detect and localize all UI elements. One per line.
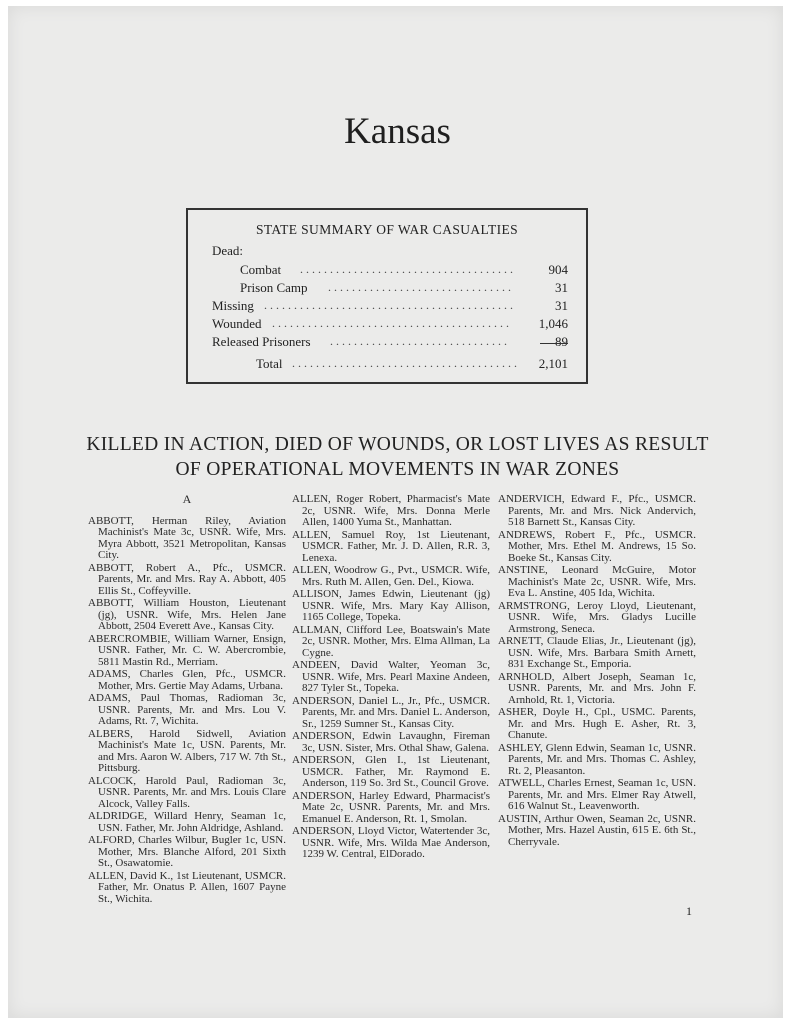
dead-label: Dead: (212, 243, 244, 258)
dot-leader: . . . . . . . . . . . . . . . . . . . . . . . . . . . . . . . . . . . . . . (292, 356, 517, 370)
list-item: ALLISON, James Edwin, Lieutenant (jg) USNR. Wife, Mrs. Mary Kay Allison, 1165 College, Topeka. (292, 588, 490, 623)
column-3 (498, 494, 696, 849)
list-item: ALCOCK, Harold Paul, Radioman 3c, USNR. Parents, Mr. and Mrs. Louis Clare Alcock, Valley Falls. (88, 774, 286, 810)
list-item: ANSTINE, Leonard McGuire, Motor Machinist's Mate 2c, USNR. Wife, Mrs. Eva L. Anstine, 405 Ida, Wichita. (498, 564, 696, 599)
list-item: ABERCROMBIE, William Warner, Ensign, USNR. Father, Mr. C. W. Abercrombie, 5811 Mastin Rd., Merriam. (88, 632, 286, 668)
summary-label: Missing (212, 298, 254, 313)
dot-leader: . . . . . . . . . . . . . . . . . . . . . . . . . . . . . . . (328, 280, 511, 294)
summary-row-released-prisoners (188, 334, 586, 350)
heading-line-1: KILLED IN ACTION, DIED OF WOUNDS, OR LOST LIVES AS RESULT (86, 434, 709, 455)
casualty-summary-box (186, 208, 588, 384)
summary-label: Wounded (212, 316, 262, 331)
list-item: ANDERVICH, Edward F., Pfc., USMCR. Parents, Mr. and Mrs. Nick Andervich, 518 Barnett St., Kansas City. (498, 493, 696, 528)
page-number: 1 (686, 904, 692, 918)
list-item: ARNETT, Claude Elias, Jr., Lieutenant (jg), USN. Wife, Mrs. Barbara Smith Arnett, 831 Exchange St., Emporia. (498, 635, 696, 670)
list-item: ABBOTT, William Houston, Lieutenant (jg), USNR. Wife, Mrs. Helen Jane Abbott, 2504 Everett Ave., Kansas City. (88, 597, 286, 632)
list-item: ABBOTT, Herman Riley, Aviation Machinist's Mate 3c, USNR. Wife, Mrs. Myra Abbott, 3521 Metropolitan, Kansas City. (88, 514, 286, 561)
list-item: ARNHOLD, Albert Joseph, Seaman 1c, USNR. Parents, Mr. and Mrs. John F. Arnhold, Rt. 1, Victoria. (498, 670, 696, 706)
dot-leader: . . . . . . . . . . . . . . . . . . . . . . . . . . . . . . . . . . . . . . . . (272, 316, 509, 330)
list-item: AUSTIN, Arthur Owen, Seaman 2c, USNR. Mother, Mrs. Hazel Austin, 615 E. 6th St., Cherryvale. (498, 812, 696, 848)
summary-label: Total (256, 356, 283, 371)
summary-value: 89 (555, 334, 568, 349)
list-item: ALFORD, Charles Wilbur, Bugler 1c, USN. Mother, Mrs. Blanche Alford, 201 Sixth St., Osawatomie. (88, 834, 286, 869)
section-heading (0, 432, 795, 482)
summary-row-total (188, 356, 586, 372)
summary-label: Prison Camp (240, 280, 308, 295)
list-item: ALBERS, Harold Sidwell, Aviation Machinist's Mate 1c, USN. Parents, Mr. and Mrs. Aaron W. Albers, 717 W. 7th St., Pittsburg. (88, 727, 286, 774)
list-item: ADAMS, Charles Glen, Pfc., USMCR. Mother, Mrs. Gertie May Adams, Urbana. (88, 668, 286, 692)
list-item: ANDERSON, Edwin Lavaughn, Fireman 3c, USN. Sister, Mrs. Othal Shaw, Galena. (292, 730, 490, 754)
column-1 (88, 494, 286, 906)
heading-line-2: OF OPERATIONAL MOVEMENTS IN WAR ZONES (175, 459, 620, 480)
list-item: ANDREWS, Robert F., Pfc., USMCR. Mother, Mrs. Ethel M. Andrews, 15 So. Boeke St., Kansas City. (498, 528, 696, 564)
summary-value: 1,046 (538, 316, 568, 331)
list-item: ANDERSON, Lloyd Victor, Watertender 3c, USNR. Wife, Mrs. Wilda Mae Anderson, 1239 W. Central, ElDorado. (292, 825, 490, 860)
list-item: ADAMS, Paul Thomas, Radioman 3c, USNR. Parents, Mr. and Mrs. Lou V. Adams, Rt. 7, Wichita. (88, 692, 286, 727)
total-rule (540, 343, 568, 344)
section-letter: A (182, 492, 192, 506)
summary-row-prison-camp (188, 280, 586, 296)
summary-label: Combat (240, 262, 282, 277)
list-item: ALLEN, David K., 1st Lieutenant, USMCR. Father, Mr. Onatus P. Allen, 1607 Payne St., Wichita. (88, 869, 286, 905)
summary-value: 31 (555, 298, 568, 313)
dot-leader: . . . . . . . . . . . . . . . . . . . . . . . . . . . . . . . . . . . . . . . . . . (264, 298, 513, 312)
summary-value: 904 (548, 262, 568, 277)
page-title: Kansas (344, 111, 451, 152)
list-item: ALLEN, Samuel Roy, 1st Lieutenant, USMCR. Father, Mr. J. D. Allen, R.R. 3, Lenexa. (292, 528, 490, 564)
summary-row-combat (188, 262, 586, 278)
list-item: ALLMAN, Clifford Lee, Boatswain's Mate 2c, USNR. Mother, Mrs. Elma Allman, La Cygne. (292, 623, 490, 659)
list-item: ALLEN, Roger Robert, Pharmacist's Mate 2c, USNR. Wife, Mrs. Donna Merle Allen, 1400 Yuma St., Manhattan. (292, 493, 490, 528)
summary-value: 2,101 (538, 356, 568, 371)
summary-title: STATE SUMMARY OF WAR CASUALTIES (255, 222, 519, 237)
list-item: ALDRIDGE, Willard Henry, Seaman 1c, USN. Father, Mr. John Aldridge, Ashland. (88, 810, 286, 834)
list-item: ANDERSON, Daniel L., Jr., Pfc., USMCR. Parents, Mr. and Mrs. Daniel L. Anderson, Sr., 1259 Sumner St., Kansas City. (292, 694, 490, 730)
column-2 (292, 494, 490, 862)
list-item: ARMSTRONG, Leroy Lloyd, Lieutenant, USNR. Wife, Mrs. Gladys Lucille Armstrong, Seneca. (498, 599, 696, 635)
list-item: ATWELL, Charles Ernest, Seaman 1c, USN. Parents, Mr. and Mrs. Elmer Ray Atwell, 616 Walnut St., Leavenworth. (498, 777, 696, 812)
list-item: ABBOTT, Robert A., Pfc., USMCR. Parents, Mr. and Mrs. Ray A. Abbott, 405 Ellis St., Coffeyville. (88, 561, 286, 597)
list-item: ASHLEY, Glenn Edwin, Seaman 1c, USNR. Parents, Mr. and Mrs. Thomas C. Ashley, Rt. 2, Pleasanton. (498, 741, 696, 777)
list-item: ANDEEN, David Walter, Yeoman 3c, USNR. Wife, Mrs. Pearl Maxine Andeen, 827 Tyler St., Topeka. (292, 659, 490, 694)
dead-label-row (188, 243, 586, 259)
dot-leader: . . . . . . . . . . . . . . . . . . . . . . . . . . . . . . . . . . . . (300, 262, 513, 276)
summary-value: 31 (555, 280, 568, 295)
summary-row-missing (188, 298, 586, 314)
list-item: ANDERSON, Harley Edward, Pharmacist's Mate 2c, USNR. Parents, Mr. and Mrs. Emanuel E. Anderson, Rt. 1, Smolan. (292, 789, 490, 825)
summary-label: Released Prisoners (212, 334, 311, 349)
list-item: ALLEN, Woodrow G., Pvt., USMCR. Wife, Mrs. Ruth M. Allen, Gen. Del., Kiowa. (292, 564, 490, 588)
dot-leader: . . . . . . . . . . . . . . . . . . . . . . . . . . . . . . (330, 334, 507, 348)
list-item: ANDERSON, Glen I., 1st Lieutenant, USMCR. Father, Mr. Raymond E. Anderson, 119 So. 3rd St., Council Grove. (292, 754, 490, 789)
summary-row-wounded (188, 316, 586, 332)
list-item: ASHER, Doyle H., Cpl., USMC. Parents, Mr. and Mrs. Hugh E. Asher, Rt. 3, Chanute. (498, 706, 696, 741)
